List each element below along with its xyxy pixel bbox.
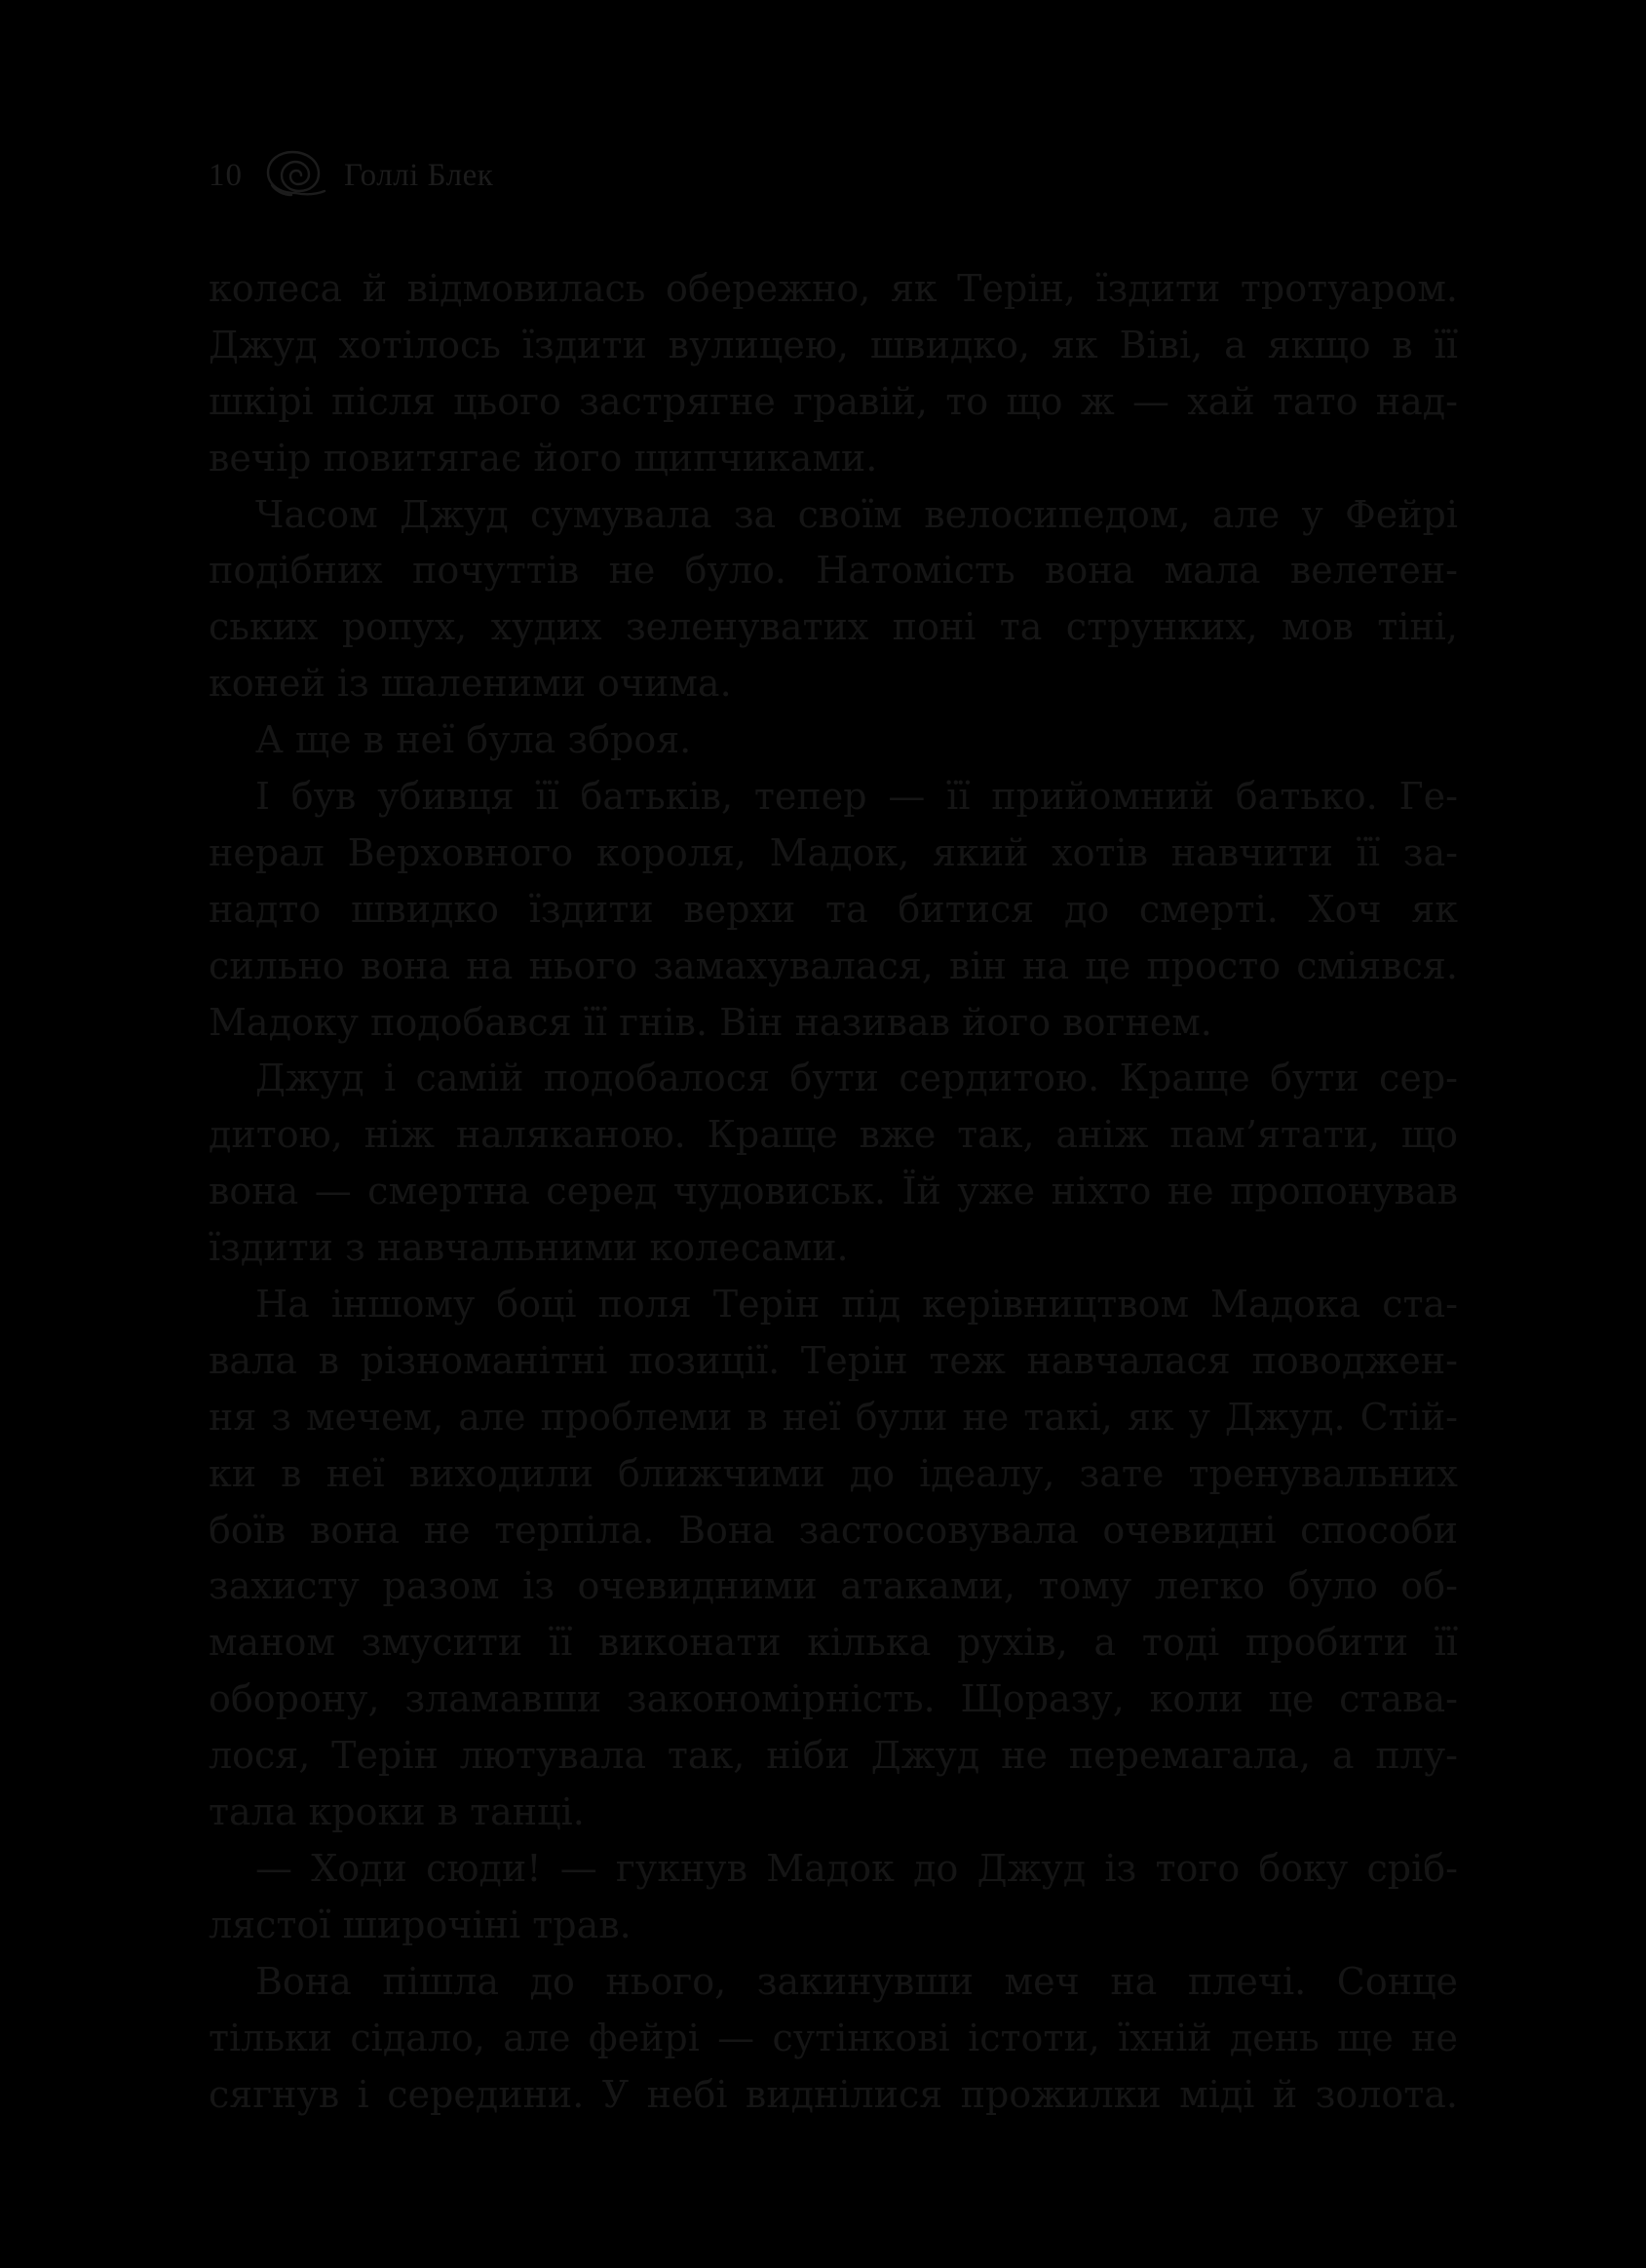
- text-line: коней із шаленими очима.: [209, 662, 732, 706]
- text-line: вала в різноманітні позиції. Терін теж навчалася поводжен-: [209, 1338, 1458, 1382]
- text-line: лястої широчіні трав.: [209, 1903, 632, 1946]
- text-line: нерал Верховного короля, Мадок, який хотів навчити її за-: [209, 830, 1458, 874]
- text-line: На іншому боці поля Терін під керівництвом Мадока ста-: [255, 1283, 1458, 1326]
- running-head: [209, 146, 493, 205]
- text-line: шкірі після цього застрягне гравій, то що ж — хай тато над-: [209, 379, 1458, 423]
- text-line: тільки сідало, але фейрі — сутінкові істоти, їхній день ще не: [209, 2016, 1458, 2059]
- text-line: І був убивця її батьків, тепер — її прийомний батько. Ге-: [255, 775, 1458, 819]
- text-line: сягнув і середини. У небі виднілися прожилки міді й золота.: [209, 2072, 1458, 2116]
- text-line: маном змусити її виконати кілька рухів, а тоді пробити її: [209, 1621, 1458, 1665]
- text-line: боїв вона не терпіла. Вона застосовувала очевидні способи: [209, 1508, 1458, 1552]
- text-line: оборону, зламавши закономірність. Щоразу, коли це става-: [209, 1677, 1458, 1721]
- text-line: захисту разом із очевидними атаками, тому легко було об-: [209, 1564, 1458, 1608]
- body-text: [209, 261, 1458, 2123]
- text-line: колеса й відмовилась обережно, як Терін, їздити тротуаром.: [209, 267, 1458, 310]
- text-line: — Ходи сюди! — гукнув Мадок до Джуд із того боку сріб-: [255, 1846, 1458, 1890]
- text-line: ських ропух, худих зеленуватих поні та струнких, мов тіні,: [209, 605, 1458, 649]
- text-line: лося, Терін лютувала так, ніби Джуд не перемагала, а плу-: [209, 1734, 1458, 1778]
- text-line: Вона пішла до нього, закинувши меч на плечі. Сонце: [255, 1959, 1458, 2003]
- text-line: Джуд і самій подобалося бути сердитою. Краще бути сер-: [255, 1057, 1458, 1100]
- text-line: сильно вона на нього замахувалася, він на це просто сміявся.: [209, 943, 1458, 987]
- text-line: надто швидко їздити верхи та битися до смерті. Хоч як: [209, 887, 1458, 931]
- text-line: Мадоку подобався її гнів. Він називав його вогнем.: [209, 1000, 1212, 1044]
- text-line: тала кроки в танці.: [209, 1790, 585, 1834]
- text-line: ня з мечем, але проблеми в неї були не такі, як у Джуд. Стій-: [209, 1395, 1458, 1439]
- text-line: ки в неї виходили ближчими до ідеалу, зате тренувальних: [209, 1451, 1458, 1495]
- text-line: подібних почуттів не було. Натомість вона мала велетен-: [209, 549, 1458, 593]
- text-line: Джуд хотілось їздити вулицею, швидко, як Віві, а якщо в її: [209, 323, 1458, 366]
- spiral-shell-icon: [260, 146, 330, 205]
- page-number: 10: [209, 157, 243, 193]
- text-line: вона — смертна серед чудовиськ. Їй уже ніхто не пропонував: [209, 1170, 1458, 1213]
- text-line: їздити з навчальними колесами.: [209, 1226, 849, 1270]
- text-line: вечір повитягає його щипчиками.: [209, 436, 878, 480]
- text-line: А ще в неї була зброя.: [255, 718, 692, 762]
- text-line: Часом Джуд сумувала за своїм велосипедом, але у Фейрі: [255, 492, 1458, 536]
- book-author: Голлі Блек: [344, 157, 494, 193]
- text-line: дитою, ніж наляканою. Краще вже так, аніж пам’ятати, що: [209, 1113, 1458, 1157]
